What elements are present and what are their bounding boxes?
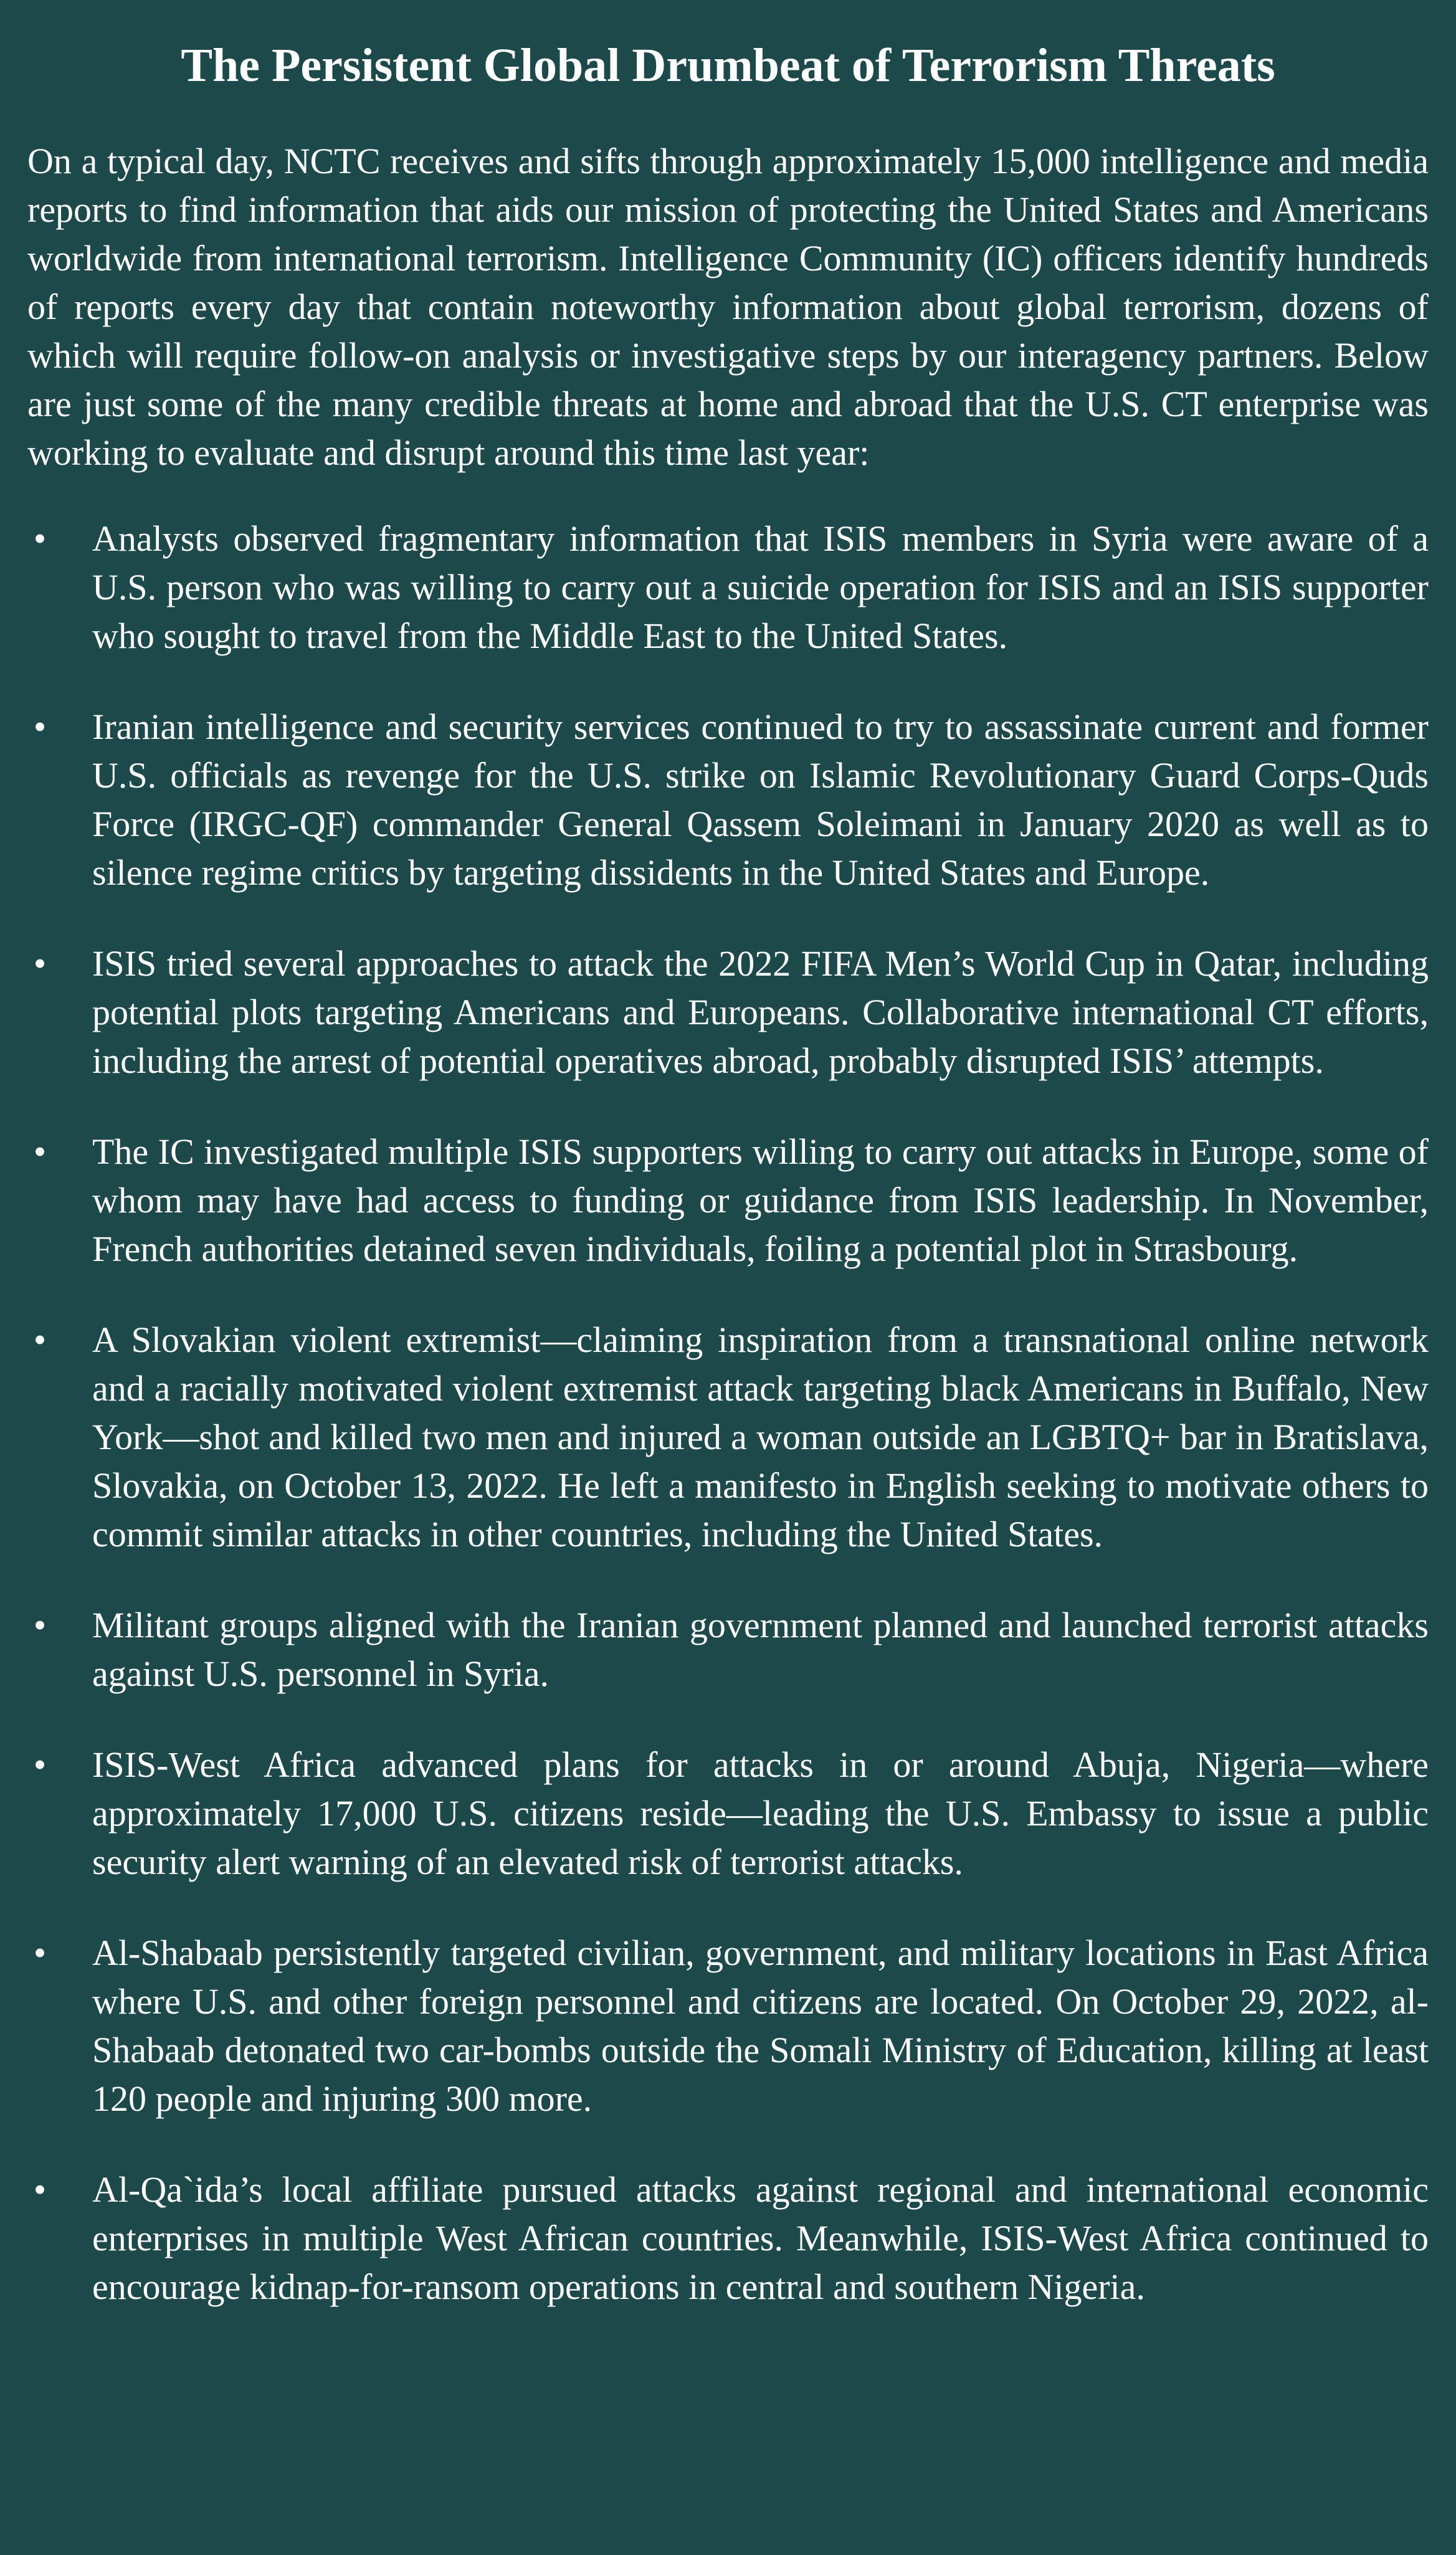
list-item-text: Iranian intelligence and security services continued to try to assassinate current and former U.S. officials as revenge for the U.S. strike on Islamic Revolutionary Guard Corps-Quds Force (IRGC-QF) commander General Qassem Soleimani in January 2020 as well as to silence regime critics by targeting dissidents in the United States and Europe.	[92, 707, 1429, 893]
list-item	[27, 1741, 1429, 1887]
bullet-icon: •	[33, 1605, 47, 1645]
list-item	[27, 703, 1429, 897]
list-item	[27, 2166, 1429, 2311]
bullet-icon: •	[33, 1933, 47, 1973]
list-item	[27, 1128, 1429, 1273]
list-item-text: The IC investigated multiple ISIS supporters willing to carry out attacks in Europe, some of whom may have had access to funding or guidance from ISIS leadership. In November, French authorities detained seven individuals, foiling a potential plot in Strasbourg.	[92, 1131, 1429, 1269]
list-item-text: ISIS tried several approaches to attack the 2022 FIFA Men’s World Cup in Qatar, including potential plots targeting Americans and Europeans. Collaborative international CT efforts, including the arrest of potential operatives abroad, probably disrupted ISIS’ attempts.	[92, 943, 1429, 1081]
list-item	[27, 1601, 1429, 1698]
bullet-icon: •	[33, 1131, 47, 1172]
list-item	[27, 515, 1429, 660]
bullet-icon: •	[33, 518, 47, 559]
list-item-text: Analysts observed fragmentary information that ISIS members in Syria were aware of a U.S. person who was willing to carry out a suicide operation for ISIS and an ISIS supporter who sought to travel from the Middle East to the United States.	[92, 518, 1429, 656]
list-item-text: Al-Qa`ida’s local affiliate pursued attacks against regional and international economic enterprises in multiple West African countries. Meanwhile, ISIS-West Africa continued to encourage kidnap-for-ransom operations in central and southern Nigeria.	[92, 2169, 1429, 2307]
list-item-text: A Slovakian violent extremist—claiming inspiration from a transnational online network and a racially motivated violent extremist attack targeting black Americans in Buffalo, New York—shot and killed two men and injured a woman outside an LGBTQ+ bar in Bratislava, Slovakia, on October 13, 2022. He left a manifesto in English seeking to motivate others to commit similar attacks in other countries, including the United States.	[92, 1320, 1429, 1554]
list-item-text: Militant groups aligned with the Iranian government planned and launched terrorist attacks against U.S. personnel in Syria.	[92, 1605, 1429, 1694]
threat-list	[27, 515, 1429, 2311]
list-item-text: Al-Shabaab persistently targeted civilian, government, and military locations in East Africa where U.S. and other foreign personnel and citizens are located. On October 29, 2022, al-Shabaab detonated two car-bombs outside the Somali Ministry of Education, killing at least 120 people and injuring 300 more.	[92, 1933, 1429, 2119]
list-item-text: ISIS-West Africa advanced plans for attacks in or around Abuja, Nigeria—where approximately 17,000 U.S. citizens reside—leading the U.S. Embassy to issue a public security alert warning of an elevated risk of terrorist attacks.	[92, 1744, 1429, 1882]
list-item	[27, 1316, 1429, 1559]
page-title: The Persistent Global Drumbeat of Terrorism Threats	[181, 39, 1275, 92]
intro-paragraph: On a typical day, NCTC receives and sifts through approximately 15,000 intelligence and media reports to find information that aids our mission of protecting the United States and Americans worldwide from international terrorism. Intelligence Community (IC) officers identify hundreds of reports every day that contain noteworthy information about global terrorism, dozens of which will require follow-on analysis or investigative steps by our interagency partners. Below are just some of the many credible threats at home and abroad that the U.S. CT enterprise was working to evaluate and disrupt around this time last year:	[27, 141, 1429, 473]
bullet-icon: •	[33, 2169, 47, 2210]
bullet-icon: •	[33, 707, 47, 747]
list-item	[27, 1929, 1429, 2123]
bullet-icon: •	[33, 1320, 47, 1360]
bullet-icon: •	[33, 1744, 47, 1785]
bullet-icon: •	[33, 943, 47, 984]
list-item	[27, 940, 1429, 1085]
